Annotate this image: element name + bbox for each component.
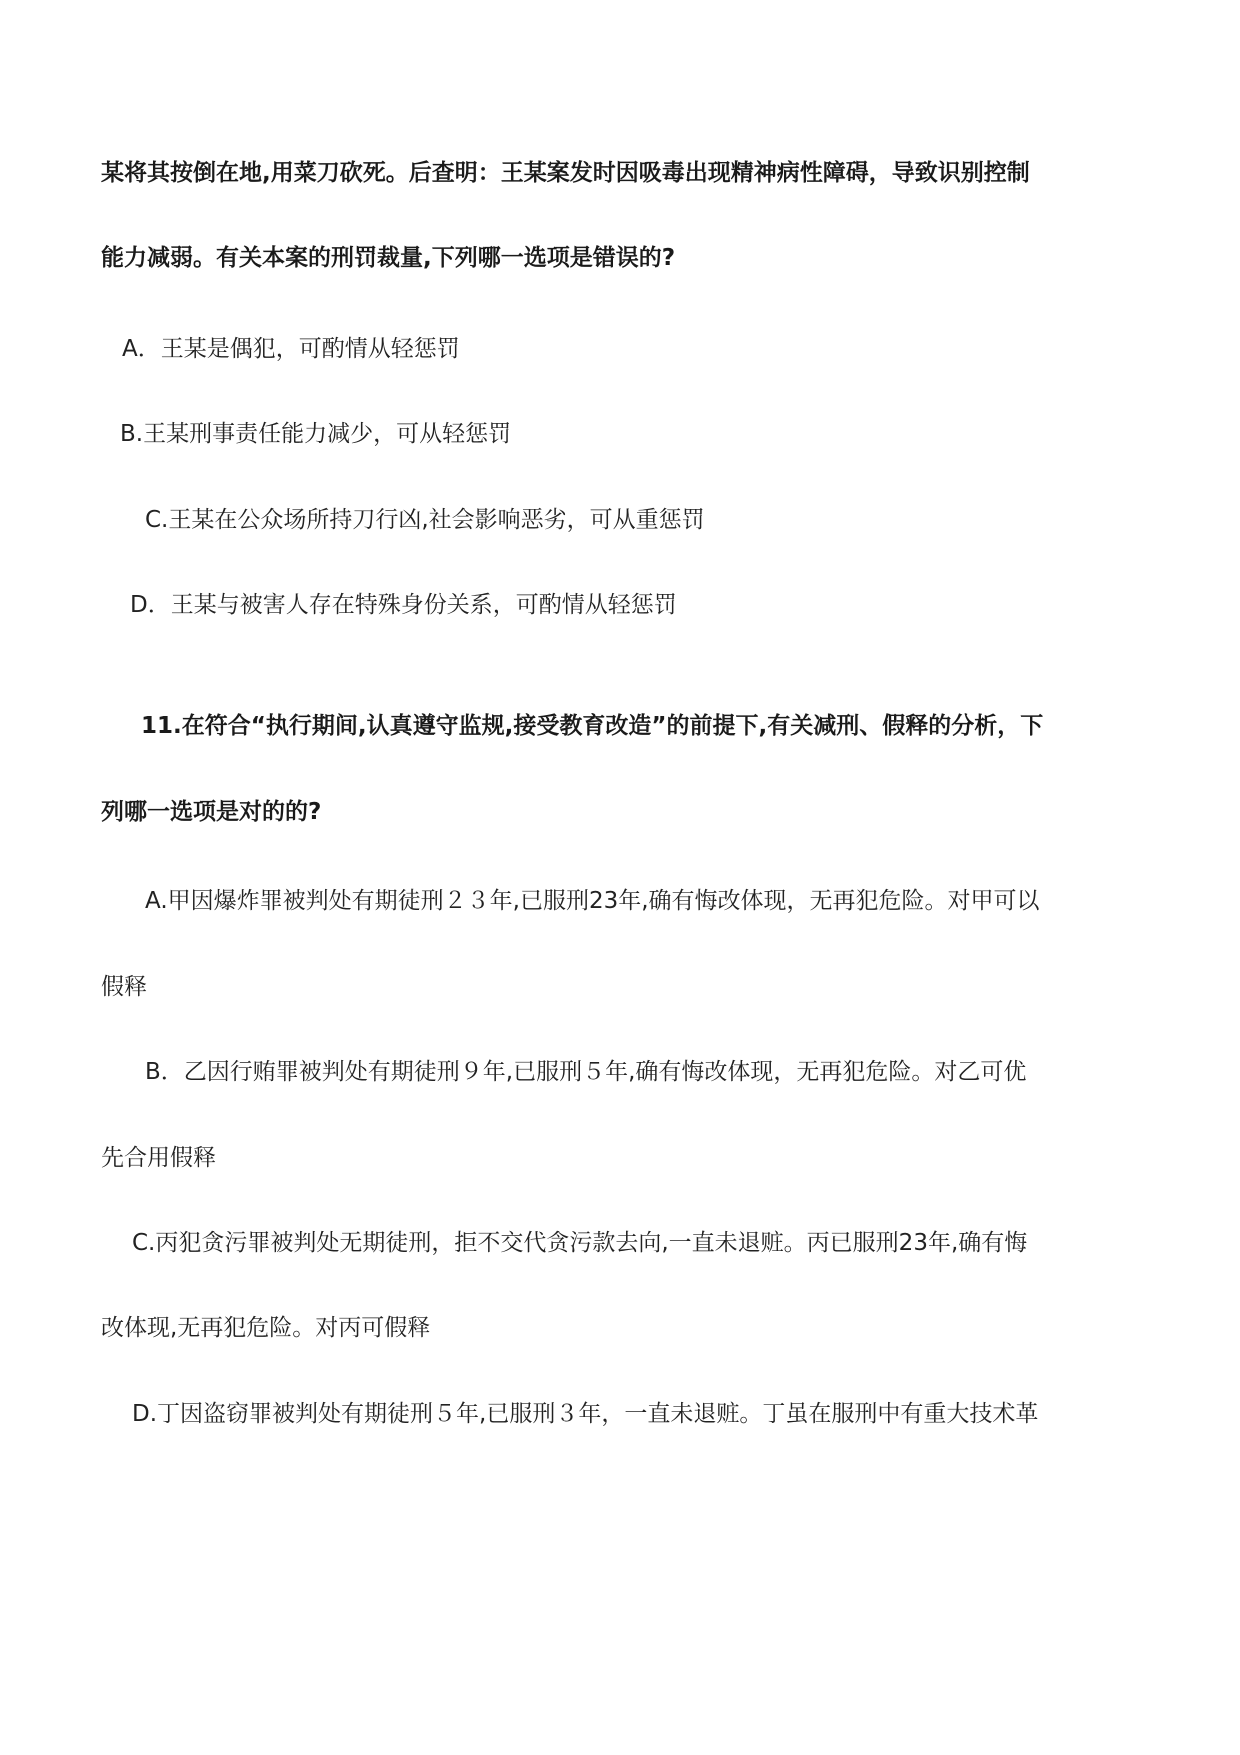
- q11-stem-line-2: 列哪一选项是对的的?: [101, 799, 322, 825]
- q11-option-a-line-1: A.甲因爆炸罪被判处有期徒刑２３年,已服刑23年,确有悔改体现，无再犯危险。对甲可以: [145, 888, 1040, 914]
- q11-stem-line-1: 11.在符合“执行期间,认真遵守监规,接受教育改造”的前提下,有关减刑、假释的分析，下: [141, 713, 1044, 739]
- q11-option-d-line-1: D.丁因盗窃罪被判处有期徒刑５年,已服刑３年，一直未退赃。丁虽在服刑中有重大技术革: [132, 1401, 1039, 1427]
- q10-stem-line-1: 某将其按倒在地,用菜刀砍死。后查明：王某案发时因吸毒出现精神病性障碍，导致识别控制: [101, 160, 1030, 186]
- q10-option-a: A．王某是偶犯，可酌情从轻惩罚: [122, 336, 460, 362]
- q11-option-c-line-1: C.丙犯贪污罪被判处无期徒刑，拒不交代贪污款去向,一直未退赃。丙已服刑23年,确有悔: [132, 1230, 1028, 1256]
- q11-option-b-line-1: B．乙因行贿罪被判处有期徒刑９年,已服刑５年,确有悔改体现，无再犯危险。对乙可优: [145, 1059, 1027, 1085]
- q11-option-a-line-2: 假释: [101, 974, 147, 1000]
- q10-option-c: C.王某在公众场所持刀行凶,社会影响恶劣，可从重惩罚: [145, 507, 705, 533]
- q10-stem-line-2: 能力减弱。有关本案的刑罚裁量,下列哪一选项是错误的?: [101, 245, 676, 271]
- q11-option-b-line-2: 先合用假释: [101, 1145, 216, 1171]
- q10-option-b: B.王某刑事责任能力减少，可从轻惩罚: [120, 421, 512, 447]
- q11-option-c-line-2: 改体现,无再犯危险。对丙可假释: [101, 1315, 431, 1341]
- q10-option-d: D．王某与被害人存在特殊身份关系，可酌情从轻惩罚: [130, 592, 677, 618]
